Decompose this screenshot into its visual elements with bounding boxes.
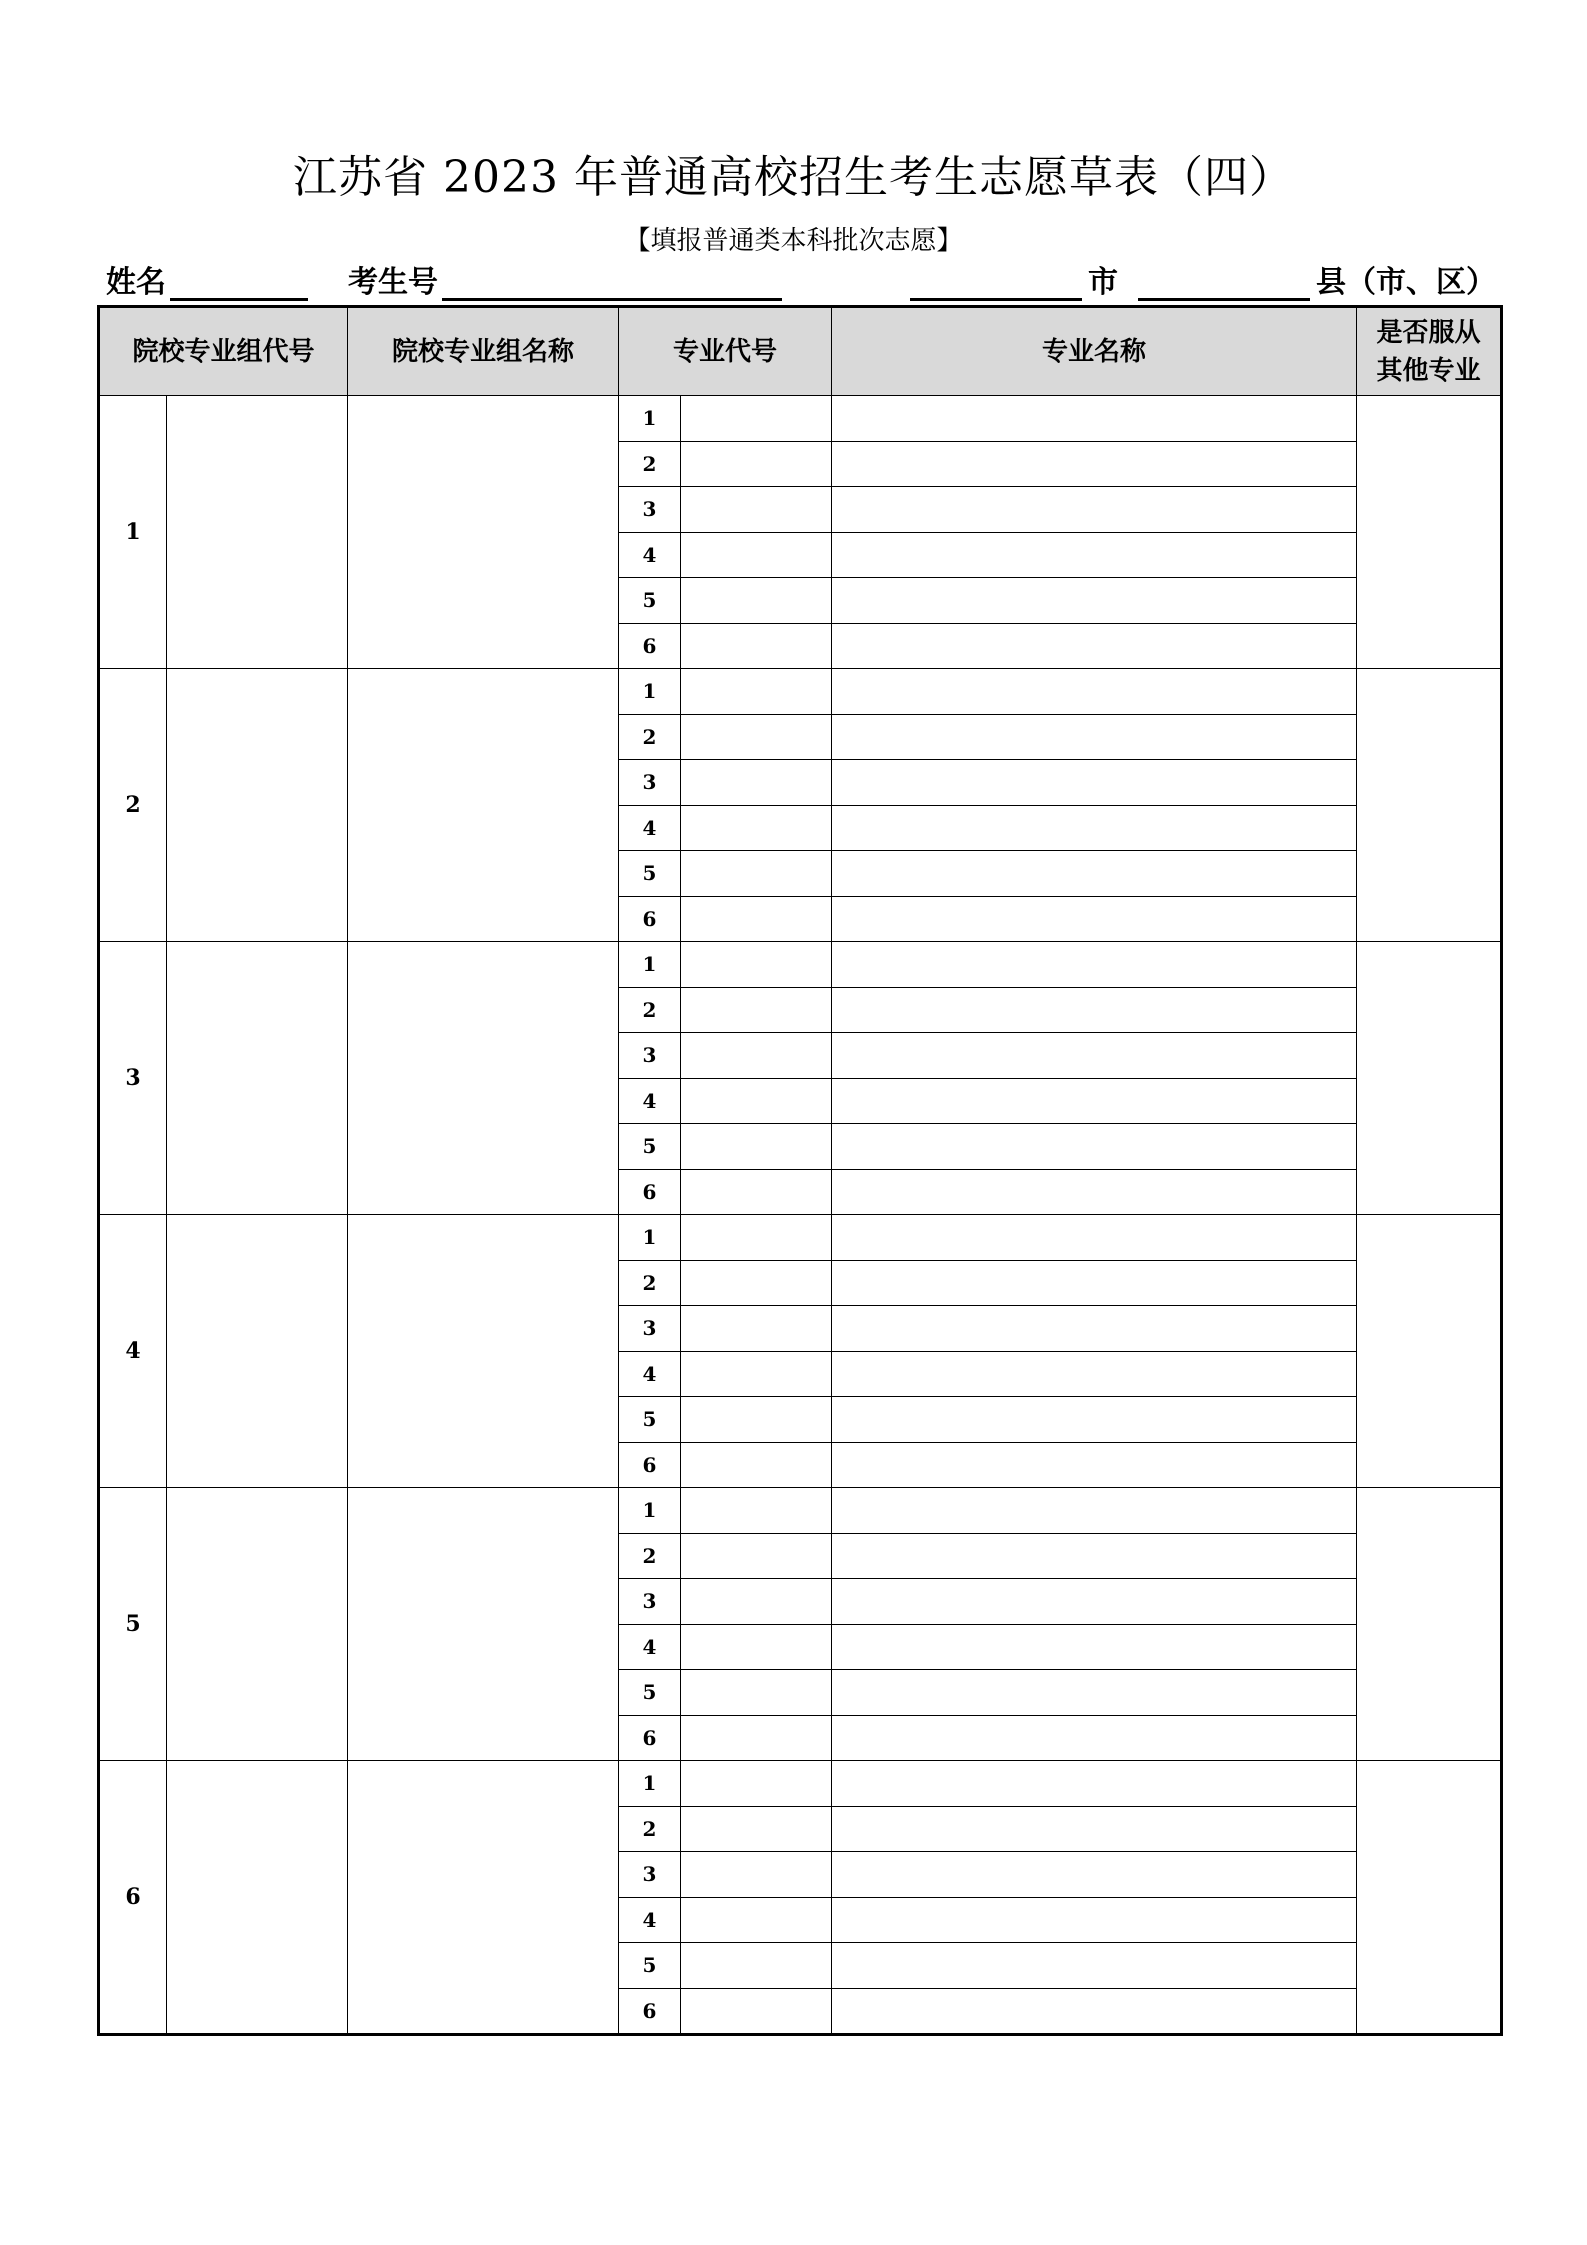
- major-code-cell[interactable]: [681, 1351, 832, 1397]
- major-name-cell[interactable]: [832, 1033, 1357, 1079]
- major-code-cell[interactable]: [681, 1897, 832, 1943]
- major-number: 3: [619, 1033, 681, 1079]
- major-code-cell[interactable]: [681, 805, 832, 851]
- major-number: 6: [619, 1169, 681, 1215]
- group-code-cell[interactable]: [167, 669, 348, 942]
- major-code-cell[interactable]: [681, 942, 832, 988]
- major-code-cell[interactable]: [681, 1397, 832, 1443]
- major-code-cell[interactable]: [681, 1670, 832, 1716]
- group-name-cell[interactable]: [348, 942, 619, 1215]
- major-code-cell[interactable]: [681, 1852, 832, 1898]
- major-name-cell[interactable]: [832, 1897, 1357, 1943]
- major-number: 1: [619, 1761, 681, 1807]
- accept-adjustment-cell[interactable]: [1357, 1488, 1502, 1761]
- major-code-cell[interactable]: [681, 441, 832, 487]
- major-name-cell[interactable]: [832, 669, 1357, 715]
- major-code-cell[interactable]: [681, 1988, 832, 2035]
- major-code-cell[interactable]: [681, 669, 832, 715]
- accept-adjustment-cell[interactable]: [1357, 942, 1502, 1215]
- accept-adjustment-cell[interactable]: [1357, 396, 1502, 669]
- name-label: 姓名: [106, 265, 166, 300]
- group-code-cell[interactable]: [167, 1215, 348, 1488]
- major-number: 1: [619, 1215, 681, 1261]
- major-code-cell[interactable]: [681, 1579, 832, 1625]
- group-number: 1: [99, 396, 167, 669]
- major-name-cell[interactable]: [832, 1988, 1357, 2035]
- major-number: 5: [619, 851, 681, 897]
- accept-adjustment-cell[interactable]: [1357, 1215, 1502, 1488]
- major-name-cell[interactable]: [832, 1078, 1357, 1124]
- major-name-cell[interactable]: [832, 1351, 1357, 1397]
- major-number: 4: [619, 1897, 681, 1943]
- major-name-cell[interactable]: [832, 1442, 1357, 1488]
- major-name-cell[interactable]: [832, 1761, 1357, 1807]
- major-name-cell[interactable]: [832, 1488, 1357, 1534]
- major-number: 6: [619, 1988, 681, 2035]
- major-code-cell[interactable]: [681, 1124, 832, 1170]
- major-code-cell[interactable]: [681, 623, 832, 669]
- major-number: 5: [619, 1397, 681, 1443]
- major-name-cell[interactable]: [832, 1215, 1357, 1261]
- major-number: 6: [619, 1442, 681, 1488]
- major-number: 5: [619, 1943, 681, 1989]
- table-row: [99, 1488, 1502, 1534]
- major-name-cell[interactable]: [832, 1579, 1357, 1625]
- major-number: 6: [619, 623, 681, 669]
- major-number: 3: [619, 487, 681, 533]
- group-name-cell[interactable]: [348, 1215, 619, 1488]
- group-code-cell[interactable]: [167, 942, 348, 1215]
- major-name-cell[interactable]: [832, 1169, 1357, 1215]
- major-code-cell[interactable]: [681, 1442, 832, 1488]
- major-name-cell[interactable]: [832, 1306, 1357, 1352]
- major-code-cell[interactable]: [681, 578, 832, 624]
- major-number: 4: [619, 1351, 681, 1397]
- exam-number-label: 考生号: [348, 265, 438, 300]
- group-name-cell[interactable]: [348, 669, 619, 942]
- header-major-name: 专业名称: [832, 307, 1357, 396]
- major-name-cell[interactable]: [832, 1943, 1357, 1989]
- table-row: [99, 1761, 1502, 1807]
- group-code-cell[interactable]: [167, 1761, 348, 2035]
- major-number: 2: [619, 441, 681, 487]
- major-number: 2: [619, 714, 681, 760]
- major-name-cell[interactable]: [832, 1852, 1357, 1898]
- major-code-cell[interactable]: [681, 896, 832, 942]
- major-name-cell[interactable]: [832, 623, 1357, 669]
- county-field[interactable]: [1138, 298, 1310, 301]
- major-name-cell[interactable]: [832, 896, 1357, 942]
- group-name-cell[interactable]: [348, 396, 619, 669]
- major-name-cell[interactable]: [832, 987, 1357, 1033]
- major-name-cell[interactable]: [832, 760, 1357, 806]
- major-name-cell[interactable]: [832, 942, 1357, 988]
- major-number: 5: [619, 1124, 681, 1170]
- major-name-cell[interactable]: [832, 1397, 1357, 1443]
- header-major-code: 专业代号: [619, 307, 832, 396]
- major-code-cell[interactable]: [681, 1078, 832, 1124]
- student-info-row: [0, 262, 1587, 306]
- accept-adjustment-cell[interactable]: [1357, 669, 1502, 942]
- major-code-cell[interactable]: [681, 1624, 832, 1670]
- city-label: 市: [1088, 265, 1118, 300]
- major-code-cell[interactable]: [681, 1033, 832, 1079]
- major-number: 3: [619, 1306, 681, 1352]
- page-title: 江苏省 2023 年普通高校招生考生志愿草表（四）: [293, 152, 1294, 203]
- major-code-cell[interactable]: [681, 1215, 832, 1261]
- application-form-table: [97, 305, 1503, 2036]
- major-code-cell[interactable]: [681, 851, 832, 897]
- major-number: 6: [619, 896, 681, 942]
- major-number: 1: [619, 1488, 681, 1534]
- group-number: 4: [99, 1215, 167, 1488]
- header-accept-adjustment: 是否服从其他专业: [1357, 307, 1502, 396]
- group-number: 5: [99, 1488, 167, 1761]
- table-row: [99, 1215, 1502, 1261]
- major-code-cell[interactable]: [681, 714, 832, 760]
- major-number: 2: [619, 1806, 681, 1852]
- major-name-cell[interactable]: [832, 1806, 1357, 1852]
- major-number: 3: [619, 1579, 681, 1625]
- major-code-cell[interactable]: [681, 987, 832, 1033]
- major-name-cell[interactable]: [832, 1670, 1357, 1716]
- major-name-cell[interactable]: [832, 396, 1357, 442]
- major-name-cell[interactable]: [832, 1533, 1357, 1579]
- group-number: 3: [99, 942, 167, 1215]
- group-number: 6: [99, 1761, 167, 2035]
- major-code-cell[interactable]: [681, 1260, 832, 1306]
- major-number: 2: [619, 1260, 681, 1306]
- table-row: [99, 396, 1502, 442]
- major-number: 4: [619, 1078, 681, 1124]
- major-code-cell[interactable]: [681, 1488, 832, 1534]
- major-number: 2: [619, 1533, 681, 1579]
- major-number: 1: [619, 669, 681, 715]
- major-code-cell[interactable]: [681, 1306, 832, 1352]
- major-name-cell[interactable]: [832, 532, 1357, 578]
- major-name-cell[interactable]: [832, 578, 1357, 624]
- major-number: 1: [619, 942, 681, 988]
- city-field[interactable]: [910, 298, 1082, 301]
- accept-adjustment-cell[interactable]: [1357, 1761, 1502, 2035]
- major-name-cell[interactable]: [832, 1124, 1357, 1170]
- table-row: [99, 942, 1502, 988]
- major-name-cell[interactable]: [832, 1715, 1357, 1761]
- group-name-cell[interactable]: [348, 1488, 619, 1761]
- major-code-cell[interactable]: [681, 1761, 832, 1807]
- major-number: 5: [619, 1670, 681, 1716]
- major-number: 3: [619, 760, 681, 806]
- county-label: 县（市、区）: [1316, 265, 1496, 300]
- table-row: [99, 669, 1502, 715]
- major-number: 2: [619, 987, 681, 1033]
- major-name-cell[interactable]: [832, 851, 1357, 897]
- major-code-cell[interactable]: [681, 396, 832, 442]
- major-code-cell[interactable]: [681, 1806, 832, 1852]
- major-number: 1: [619, 396, 681, 442]
- major-code-cell[interactable]: [681, 532, 832, 578]
- major-name-cell[interactable]: [832, 441, 1357, 487]
- major-number: 4: [619, 805, 681, 851]
- group-name-cell[interactable]: [348, 1761, 619, 2035]
- major-name-cell[interactable]: [832, 805, 1357, 851]
- major-code-cell[interactable]: [681, 1943, 832, 1989]
- major-number: 6: [619, 1715, 681, 1761]
- major-code-cell[interactable]: [681, 1169, 832, 1215]
- header-group-code: 院校专业组代号: [99, 307, 348, 396]
- major-number: 4: [619, 532, 681, 578]
- major-code-cell[interactable]: [681, 760, 832, 806]
- group-code-cell[interactable]: [167, 396, 348, 669]
- major-code-cell[interactable]: [681, 1715, 832, 1761]
- exam-number-field[interactable]: [442, 298, 782, 301]
- group-number: 2: [99, 669, 167, 942]
- name-field[interactable]: [170, 298, 308, 301]
- header-group-name: 院校专业组名称: [348, 307, 619, 396]
- major-number: 3: [619, 1852, 681, 1898]
- group-code-cell[interactable]: [167, 1488, 348, 1761]
- major-name-cell[interactable]: [832, 1260, 1357, 1306]
- major-code-cell[interactable]: [681, 487, 832, 533]
- major-name-cell[interactable]: [832, 487, 1357, 533]
- major-name-cell[interactable]: [832, 1624, 1357, 1670]
- major-code-cell[interactable]: [681, 1533, 832, 1579]
- page-subtitle: 【填报普通类本科批次志愿】: [624, 226, 963, 256]
- major-name-cell[interactable]: [832, 714, 1357, 760]
- major-number: 4: [619, 1624, 681, 1670]
- table-header-row: [99, 307, 1502, 396]
- major-number: 5: [619, 578, 681, 624]
